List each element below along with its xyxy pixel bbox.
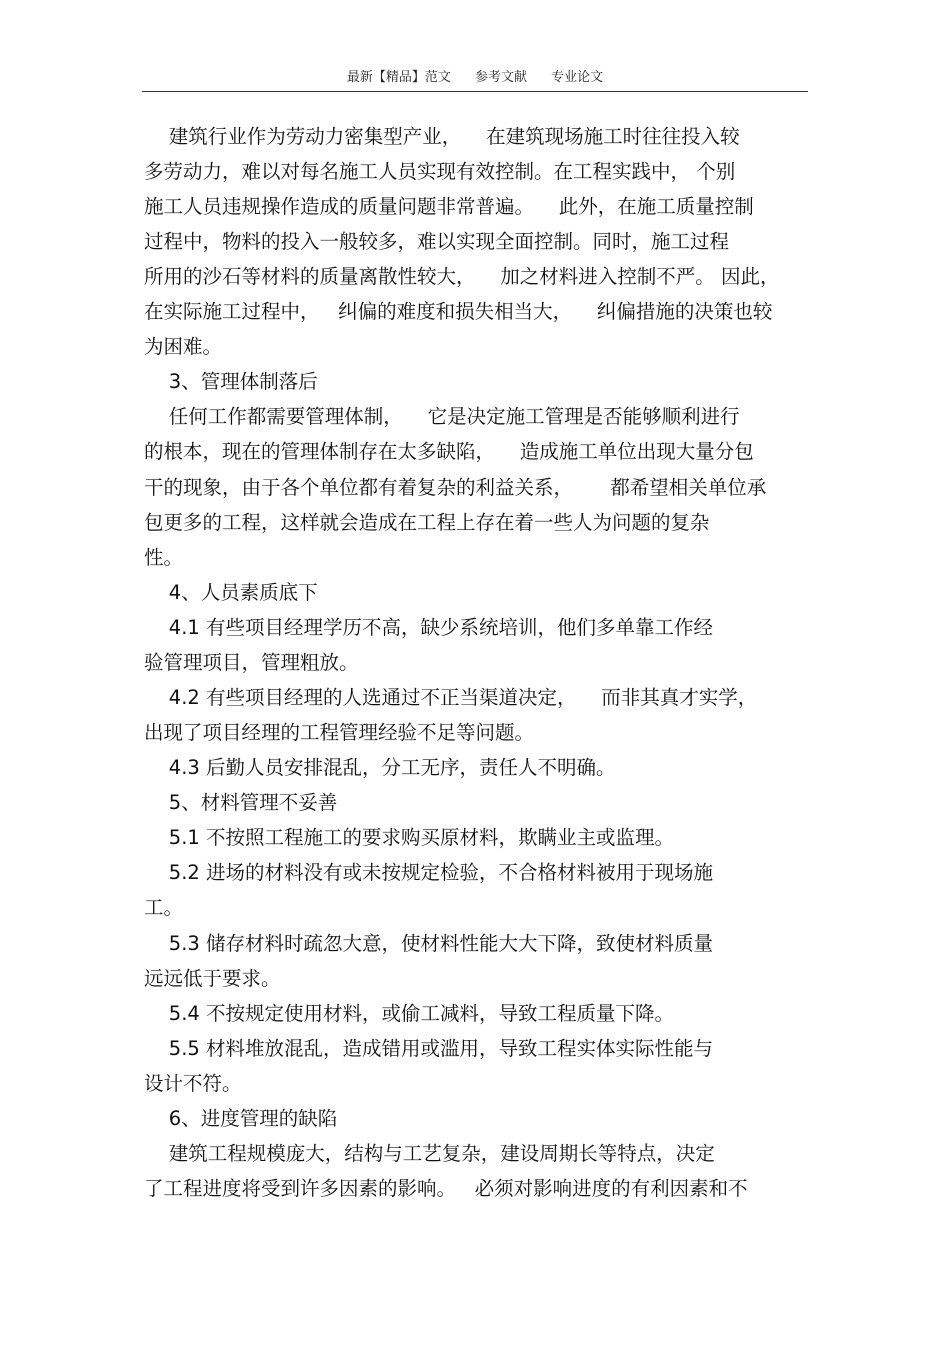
text-line: 5.3 储存材料时疏忽大意，使材料性能大大下降，致使材料质量 bbox=[144, 932, 714, 955]
text-line: 干的现象，由于各个单位都有着复杂的利益关系， 都希望相关单位承 bbox=[144, 476, 767, 499]
text-line: 施工人员违规操作造成的质量问题非常普遍。 此外，在施工质量控制 bbox=[144, 195, 754, 218]
section-heading: 4、人员素质底下 bbox=[144, 581, 318, 604]
text-line: 性。 bbox=[144, 546, 184, 569]
text-line: 了工程进度将受到许多因素的影响。 必须对影响进度的有利因素和不 bbox=[144, 1177, 748, 1200]
text-line: 4.3 后勤人员安排混乱，分工无序，责任人不明确。 bbox=[144, 756, 616, 779]
text-line: 5.2 进场的材料没有或未按规定检验，不合格材料被用于现场施 bbox=[144, 861, 714, 884]
text-line: 包更多的工程，这样就会造成在工程上存在着一些人为问题的复杂 bbox=[144, 511, 710, 534]
text-line: 的根本，现在的管理体制存在太多缺陷， 造成施工单位出现大量分包 bbox=[144, 440, 754, 463]
section-heading: 3、管理体制落后 bbox=[144, 370, 318, 393]
text-line: 5.4 不按规定使用材料，或偷工减料，导致工程质量下降。 bbox=[144, 1002, 675, 1025]
text-line: 所用的沙石等材料的质量离散性较大， 加之材料进入控制不严。 因此， bbox=[144, 265, 780, 288]
text-line: 工。 bbox=[144, 896, 184, 919]
text-line: 建筑工程规模庞大，结构与工艺复杂，建设周期长等特点，决定 bbox=[144, 1142, 715, 1165]
text-line: 5.5 材料堆放混乱，造成错用或滥用，导致工程实体实际性能与 bbox=[144, 1037, 714, 1060]
text-line: 过程中，物料的投入一般较多，难以实现全面控制。同时，施工过程 bbox=[144, 230, 730, 253]
text-line: 建筑行业作为劳动力密集型产业， 在建筑现场施工时往往投入较 bbox=[144, 125, 740, 148]
text-line: 多劳动力，难以对每名施工人员实现有效控制。在工程实践中， 个别 bbox=[144, 160, 736, 183]
header-item: 参考文献 bbox=[474, 70, 527, 85]
header-divider bbox=[142, 91, 808, 92]
text-line: 5.1 不按照工程施工的要求购买原材料，欺瞒业主或监理。 bbox=[144, 826, 675, 849]
text-line: 4.1 有些项目经理学历不高，缺少系统培训，他们多单靠工作经 bbox=[144, 616, 714, 639]
text-line: 任何工作都需要管理体制， 它是决定施工管理是否能够顺利进行 bbox=[144, 405, 740, 428]
text-line: 验管理项目，管理粗放。 bbox=[144, 651, 359, 674]
text-line: 在实际施工过程中， 纠偏的难度和损失相当大， 纠偏措施的决策也较 bbox=[144, 300, 773, 323]
text-line: 4.2 有些项目经理的人选通过不正当渠道决定， 而非其真才实学， bbox=[144, 686, 758, 709]
text-line: 出现了项目经理的工程管理经验不足等问题。 bbox=[144, 721, 535, 744]
header-item: 最新【精品】范文 bbox=[346, 70, 451, 85]
text-line: 为困难。 bbox=[144, 335, 223, 358]
header-item: 专业论文 bbox=[551, 70, 604, 85]
section-heading: 6、进度管理的缺陷 bbox=[144, 1107, 338, 1130]
text-line: 设计不符。 bbox=[144, 1072, 242, 1095]
page-header bbox=[142, 66, 808, 85]
text-line: 远远低于要求。 bbox=[144, 967, 281, 990]
section-heading: 5、材料管理不妥善 bbox=[144, 791, 338, 814]
